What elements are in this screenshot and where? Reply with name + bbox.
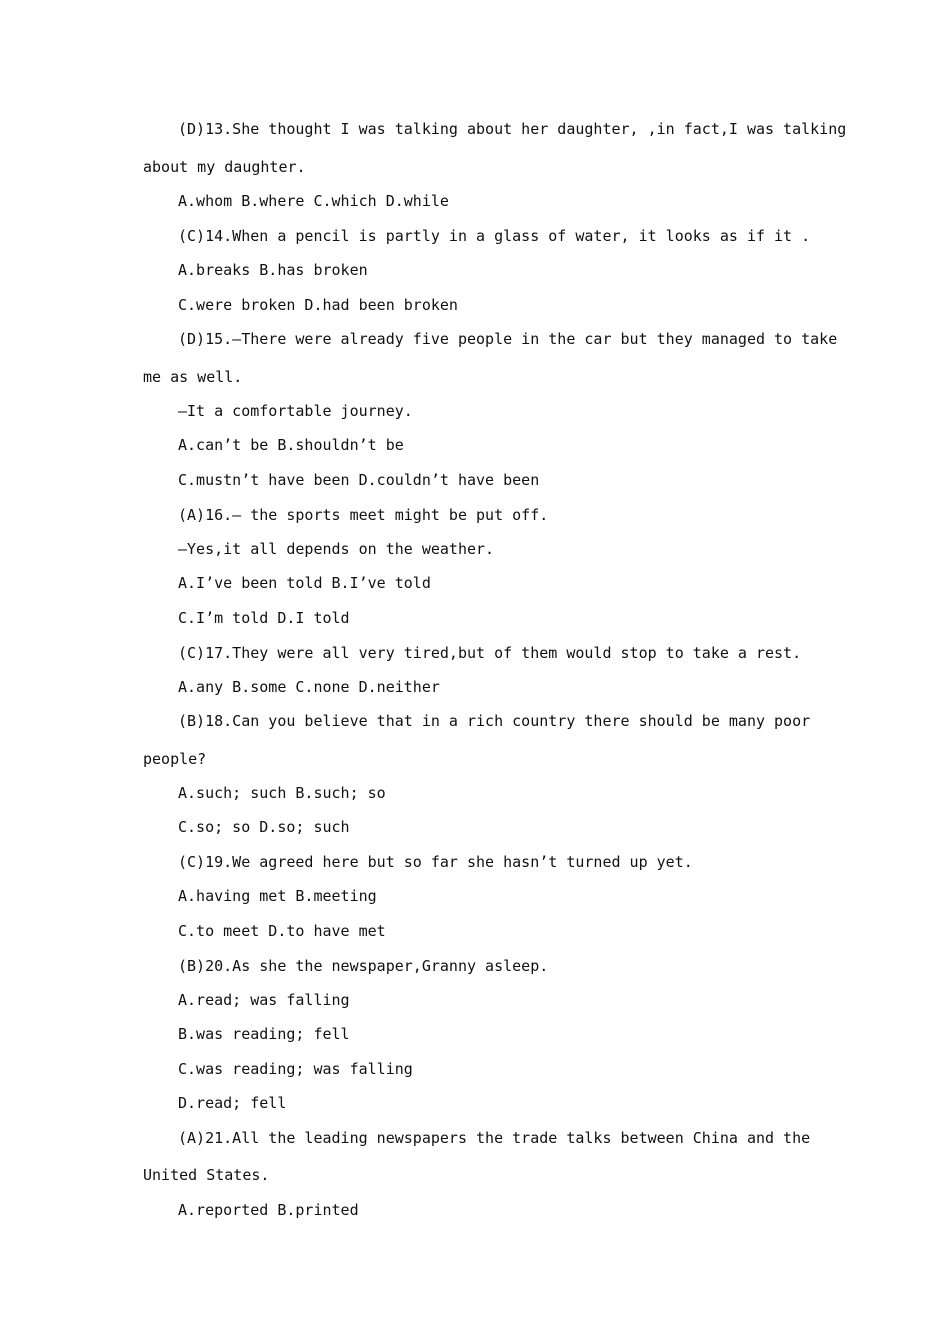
question-19-options-cd: C.to meet D.to have met xyxy=(178,922,386,940)
question-17-stem: (C)17.They were all very tired,but of them would stop to take a rest. xyxy=(178,644,802,662)
question-16-stem: (A)16.— the sports meet might be put off. xyxy=(178,506,549,524)
question-15-options-ab: A.can’t be B.shouldn’t be xyxy=(178,436,404,454)
question-15-stem-continued: me as well. xyxy=(143,368,243,386)
question-20-stem: (B)20.As she the newspaper,Granny asleep. xyxy=(178,957,549,975)
question-18-options-cd: C.so; so D.so; such xyxy=(178,818,350,836)
question-16-reply: —Yes,it all depends on the weather. xyxy=(178,540,495,558)
question-15-stem: (D)15.—There were already five people in the car but they managed to take xyxy=(178,330,838,348)
question-14-options-cd: C.were broken D.had been broken xyxy=(178,296,458,314)
question-21-stem-continued: United States. xyxy=(143,1166,270,1184)
question-20-option-d: D.read; fell xyxy=(178,1094,287,1112)
question-16-options-ab: A.I’ve been told B.I’ve told xyxy=(178,574,431,592)
question-20-option-a: A.read; was falling xyxy=(178,991,350,1009)
question-20-option-b: B.was reading; fell xyxy=(178,1025,350,1043)
question-13-options: A.whom B.where C.which D.while xyxy=(178,192,449,210)
question-14-stem: (C)14.When a pencil is partly in a glass of water, it looks as if it . xyxy=(178,227,811,245)
question-18-stem-continued: people? xyxy=(143,750,207,768)
question-19-options-ab: A.having met B.meeting xyxy=(178,887,377,905)
question-18-options-ab: A.such; such B.such; so xyxy=(178,784,386,802)
question-16-options-cd: C.I’m told D.I told xyxy=(178,609,350,627)
question-21-options-ab: A.reported B.printed xyxy=(178,1201,359,1219)
question-17-options: A.any B.some C.none D.neither xyxy=(178,678,440,696)
question-13-stem: (D)13.She thought I was talking about her daughter, ,in fact,I was talking xyxy=(178,120,847,138)
question-20-option-c: C.was reading; was falling xyxy=(178,1060,413,1078)
question-13-stem-continued: about my daughter. xyxy=(143,158,306,176)
question-21-stem: (A)21.All the leading newspapers the trade talks between China and the xyxy=(178,1129,811,1147)
question-15-reply: —It a comfortable journey. xyxy=(178,402,413,420)
question-15-options-cd: C.mustn’t have been D.couldn’t have been xyxy=(178,471,540,489)
question-19-stem: (C)19.We agreed here but so far she hasn’t turned up yet. xyxy=(178,853,693,871)
question-14-options-ab: A.breaks B.has broken xyxy=(178,261,368,279)
question-18-stem: (B)18.Can you believe that in a rich country there should be many poor xyxy=(178,712,811,730)
